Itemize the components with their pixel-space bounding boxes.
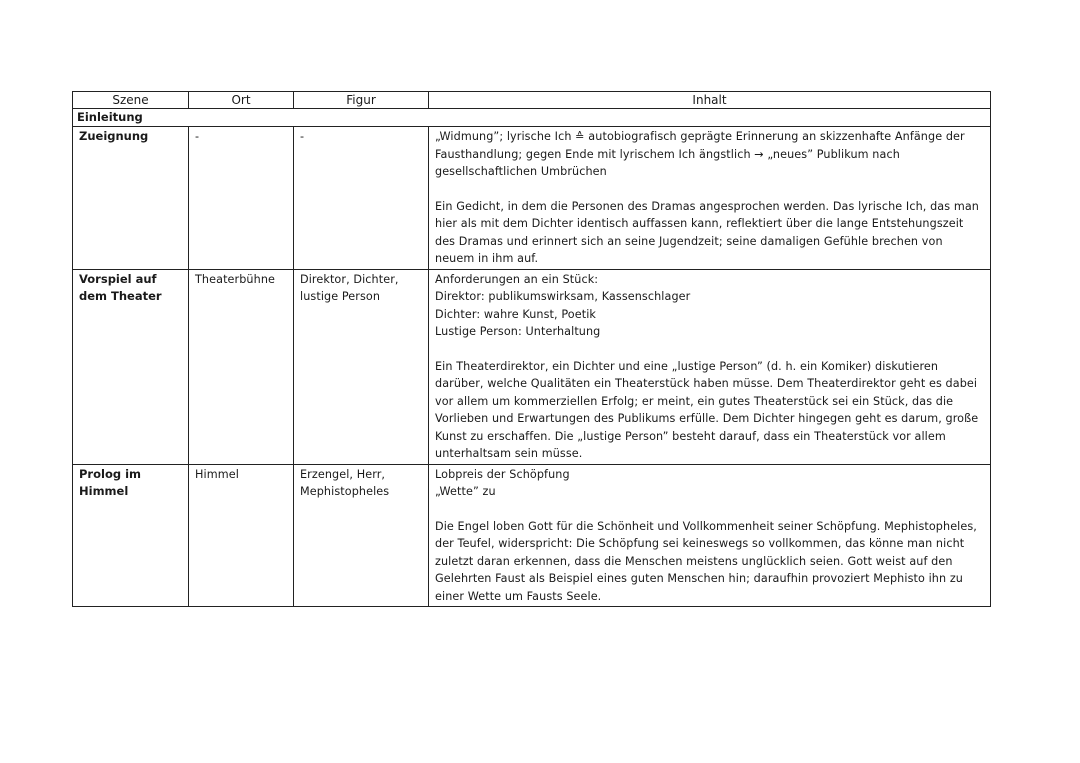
inhalt-line: Lustige Person: Unterhaltung <box>435 325 601 338</box>
table-row <box>73 269 991 464</box>
inhalt-line: Anforderungen an ein Stück: <box>435 272 599 286</box>
table-row <box>73 464 991 607</box>
inhalt-line: „Wette” zu <box>435 485 496 498</box>
section-title: Einleitung <box>73 109 991 127</box>
ort-cell: Himmel <box>189 464 294 607</box>
ort-cell: Theaterbühne <box>189 269 294 464</box>
header-inhalt: Inhalt <box>429 92 991 109</box>
header-scene: Szene <box>73 92 189 109</box>
faust-scene-table-sheet <box>72 91 991 607</box>
section-row <box>73 109 991 127</box>
inhalt-cell <box>429 464 991 607</box>
header-ort: Ort <box>189 92 294 109</box>
header-row <box>73 92 991 109</box>
inhalt-summary: „Widmung”; lyrische Ich ≙ autobiografisch geprägte Erinnerung an skizzenhafte Anfänge der Fausthandlung; gegen Ende mit lyrischem Ich ängstlich → „neues” Publikum nach gesellschaftlichen Umbrüchen <box>435 130 965 178</box>
scene-cell: Zueignung <box>73 127 189 270</box>
inhalt-line: Lobpreis der Schöpfung <box>435 467 570 481</box>
scene-cell: Vorspiel auf dem Theater <box>73 269 189 464</box>
figur-cell: - <box>294 127 429 270</box>
figur-cell: Erzengel, Herr, Mephistopheles <box>294 464 429 607</box>
scene-table <box>72 91 991 607</box>
inhalt-cell <box>429 269 991 464</box>
inhalt-detail: Die Engel loben Gott für die Schönheit und Vollkommenheit seiner Schöpfung. Mephistopheles, der Teufel, widerspricht: Die Schöpfung sei keineswegs so vollkommen, das könne man nicht zuletzt daran erkennen, dass die Menschen meistens unglücklich seien. Gott weist auf den Gelehrten Faust als Beispiel eines guten Menschen hin; daraufhin provoziert Mephisto ihn zu einer Wette um Fausts Seele. <box>435 519 977 603</box>
inhalt-cell <box>429 127 991 270</box>
inhalt-detail: Ein Gedicht, in dem die Personen des Dramas angesprochen werden. Das lyrische Ich, das man hier als mit dem Dichter identisch auffassen kann, reflektiert über die lange Entstehungszeit des Dramas und erinnert sich an seine Jugendzeit; seine damaligen Gefühle brechen von neuem in ihm auf. <box>435 199 979 265</box>
scene-cell: Prolog im Himmel <box>73 464 189 607</box>
inhalt-line: Direktor: publikumswirksam, Kassenschlager <box>435 290 691 303</box>
figur-cell: Direktor, Dichter, lustige Person <box>294 269 429 464</box>
header-figur: Figur <box>294 92 429 109</box>
inhalt-detail: Ein Theaterdirektor, ein Dichter und eine „lustige Person” (d. h. ein Komiker) diskutieren darüber, welche Qualitäten ein Theaterstück haben müsse. Dem Theaterdirektor geht es dabei vor allem um kommerziellen Erfolg; er meint, ein gutes Theaterstück sei ein Stück, das die Vorlieben und Erwartungen des Publikums erfülle. Dem Dichter hingegen geht es darum, große Kunst zu erschaffen. Die „lustige Person” besteht darauf, dass ein Theaterstück vor allem unterhaltsam sein müsse. <box>435 359 979 460</box>
inhalt-line: Dichter: wahre Kunst, Poetik <box>435 307 596 321</box>
table-row <box>73 127 991 270</box>
ort-cell: - <box>189 127 294 270</box>
